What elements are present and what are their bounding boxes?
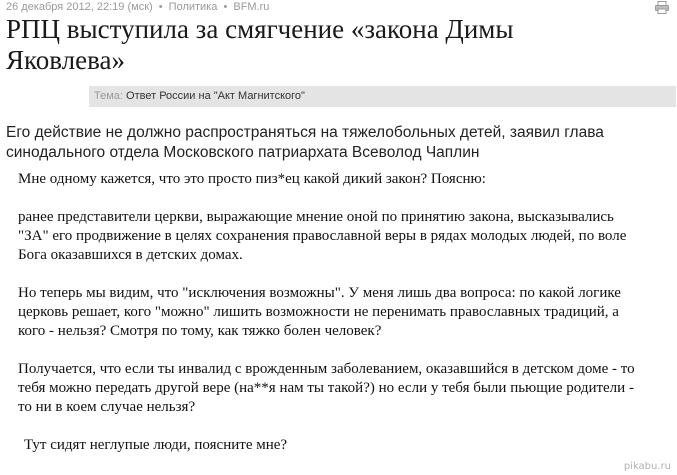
article-meta [6, 0, 269, 14]
article-lead: Его действие не должно распространяться на тяжелобольных детей, заявил глава синодального отдела Московского патриархата Всеволод Чаплин [6, 124, 604, 161]
print-icon[interactable] [655, 1, 669, 14]
meta-separator: • [158, 1, 163, 13]
category-link[interactable]: Политика [168, 1, 218, 13]
watermark: pikabu.ru [623, 461, 671, 472]
meta-separator: • [223, 1, 228, 13]
article-date: 26 декабря 2012, 22:19 (мск) [6, 1, 153, 13]
comment-paragraph: ранее представители церкви, выражающие мнение оной по принятию закона, высказывались "ЗА" его продвижение в целях сохранения православной веры в рядах молодых людей, по воле Бога оказавшихся в детских домах. [18, 209, 627, 263]
comment-paragraph: Мне одному кажется, что это просто пиз*ец какой дикий закон? Поясню: [18, 171, 486, 187]
topic-link[interactable]: Ответ России на "Акт Магнитского" [126, 90, 305, 102]
comment-paragraph: Но теперь мы видим, что "исключения возможны". У меня лишь два вопроса: по какой логике церковь решает, кого "можно" лишить возможности не перенимать православных традиций, а кого - нельзя? Смотря по тому, как тяжко болен человек? [18, 285, 621, 339]
comment-paragraph: Тут сидят неглупые люди, поясните мне? [24, 437, 288, 453]
topic-bar [89, 86, 676, 107]
comment-text [18, 170, 638, 455]
topic-label: Тема: [94, 90, 123, 102]
comment-paragraph: Получается, что если ты инвалид с врожденным заболеванием, оказавшийся в детском доме - то тебя можно передать другой вере (на**я нам ты такой?) но если у тебя были пьющие родители - то ни в коем случае нельзя? [18, 361, 635, 415]
source-link[interactable]: BFM.ru [233, 1, 270, 13]
article-title: РПЦ выступила за смягчение «закона Димы Яковлева» [6, 14, 514, 75]
